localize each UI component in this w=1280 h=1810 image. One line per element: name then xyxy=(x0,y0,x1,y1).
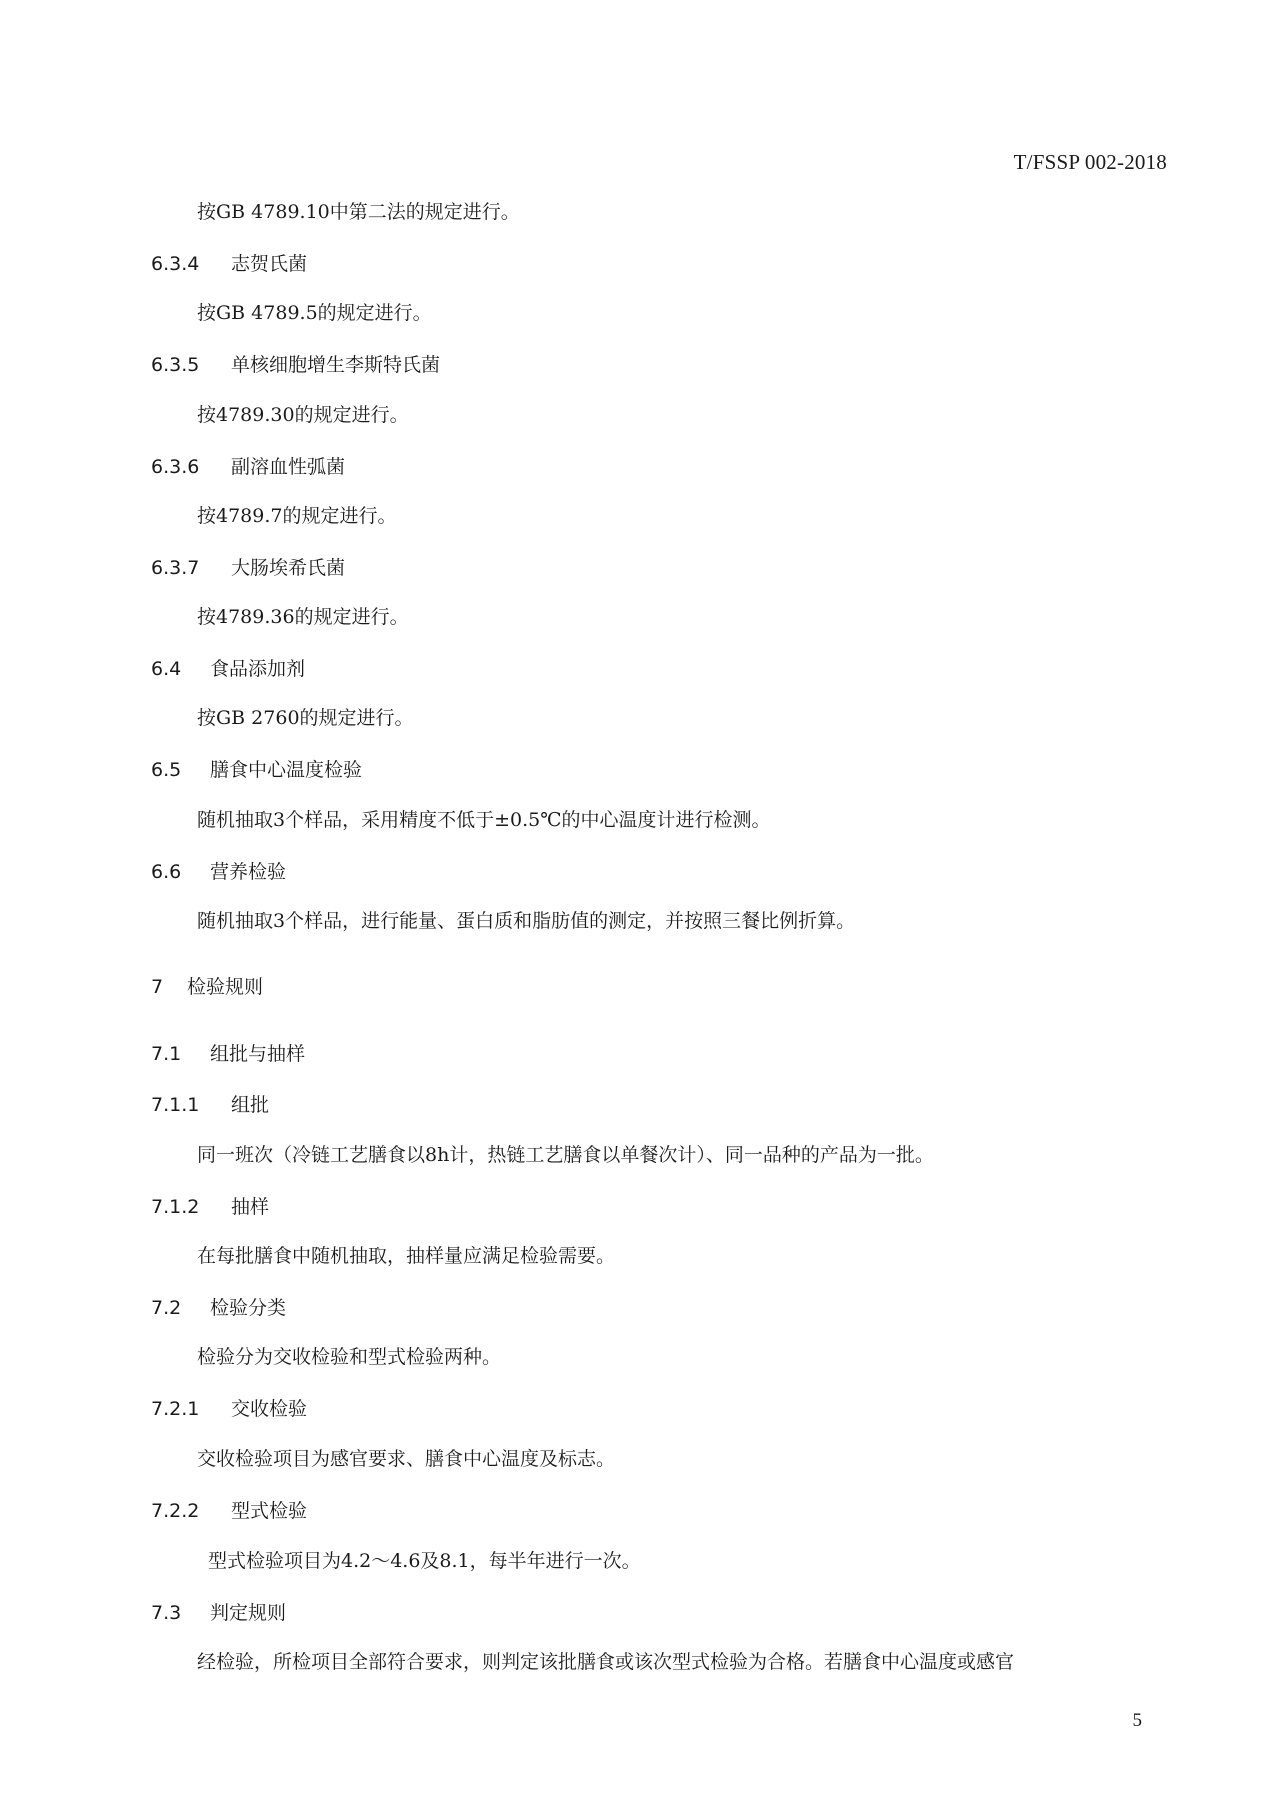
heading-7-1 xyxy=(151,1039,305,1066)
heading-7-2-2 xyxy=(151,1496,307,1523)
heading-7 xyxy=(151,972,263,999)
section-number: 7.2.2 xyxy=(151,1500,200,1522)
section-title: 抽样 xyxy=(231,1196,270,1218)
section-title: 副溶血性弧菌 xyxy=(231,456,346,478)
section-number: 7.2 xyxy=(151,1297,182,1319)
section-number: 6.3.6 xyxy=(151,456,200,478)
paragraph-7-1-2: 在每批膳食中随机抽取，抽样量应满足检验需要。 xyxy=(197,1245,616,1267)
section-title: 组批 xyxy=(231,1094,270,1116)
paragraph-7-2-1: 交收检验项目为感官要求、膳食中心温度及标志。 xyxy=(197,1448,616,1470)
heading-6-4 xyxy=(151,654,305,681)
section-number: 6.3.7 xyxy=(151,557,200,579)
section-title: 检验分类 xyxy=(210,1297,287,1319)
section-number: 6.4 xyxy=(151,658,182,680)
section-title: 食品添加剂 xyxy=(210,658,306,680)
section-number: 6.6 xyxy=(151,861,182,883)
heading-7-3 xyxy=(151,1598,286,1625)
section-title: 型式检验 xyxy=(231,1500,308,1522)
section-number: 6.3.4 xyxy=(151,253,200,275)
heading-6-5 xyxy=(151,755,362,782)
page-number: 5 xyxy=(1132,1710,1142,1731)
heading-6-3-4 xyxy=(151,249,307,276)
section-title: 志贺氏菌 xyxy=(231,253,308,275)
heading-6-6 xyxy=(151,857,286,884)
section-title: 大肠埃希氏菌 xyxy=(231,557,346,579)
section-title: 检验规则 xyxy=(187,976,264,998)
document-code: T/FSSP 002-2018 xyxy=(1013,150,1167,174)
paragraph-6-6: 随机抽取3个样品，进行能量、蛋白质和脂肪值的测定，并按照三餐比例折算。 xyxy=(197,910,856,932)
paragraph-6-3-7: 按4789.36的规定进行。 xyxy=(197,606,409,628)
section-number: 7.1 xyxy=(151,1043,182,1065)
section-number: 6.3.5 xyxy=(151,354,200,376)
paragraph-7-1-1: 同一班次（冷链工艺膳食以8h计，热链工艺膳食以单餐次计）、同一品种的产品为一批。 xyxy=(197,1144,934,1166)
section-title: 组批与抽样 xyxy=(210,1043,306,1065)
section-number: 6.5 xyxy=(151,759,182,781)
heading-6-3-6 xyxy=(151,452,345,479)
heading-7-2-1 xyxy=(151,1394,307,1421)
section-number: 7.1.2 xyxy=(151,1196,200,1218)
section-title: 单核细胞增生李斯特氏菌 xyxy=(231,354,441,376)
section-number: 7.2.1 xyxy=(151,1398,200,1420)
section-title: 判定规则 xyxy=(210,1602,287,1624)
paragraph-7-2-2: 型式检验项目为4.2～4.6及8.1，每半年进行一次。 xyxy=(208,1550,641,1572)
paragraph-6-3-6: 按4789.7的规定进行。 xyxy=(197,505,397,527)
heading-7-1-2 xyxy=(151,1192,269,1219)
paragraph-6-5: 随机抽取3个样品，采用精度不低于±0.5℃的中心温度计进行检测。 xyxy=(197,809,771,831)
section-number: 7.1.1 xyxy=(151,1094,200,1116)
heading-6-3-7 xyxy=(151,553,345,580)
section-title: 膳食中心温度检验 xyxy=(210,759,363,781)
heading-7-1-1 xyxy=(151,1090,269,1117)
paragraph-6-3-3: 按GB 4789.10中第二法的规定进行。 xyxy=(197,201,520,223)
paragraph-7-3: 经检验，所检项目全部符合要求，则判定该批膳食或该次型式检验为合格。若膳食中心温度或感官 xyxy=(197,1651,1015,1673)
section-title: 交收检验 xyxy=(231,1398,308,1420)
section-title: 营养检验 xyxy=(210,861,287,883)
heading-6-3-5 xyxy=(151,350,440,377)
heading-7-2 xyxy=(151,1293,286,1320)
paragraph-6-4: 按GB 2760的规定进行。 xyxy=(197,707,414,729)
paragraph-6-3-5: 按4789.30的规定进行。 xyxy=(197,404,409,426)
paragraph-6-3-4: 按GB 4789.5的规定进行。 xyxy=(197,302,432,324)
section-number: 7 xyxy=(151,976,164,998)
paragraph-7-2: 检验分为交收检验和型式检验两种。 xyxy=(197,1346,502,1368)
section-number: 7.3 xyxy=(151,1602,182,1624)
